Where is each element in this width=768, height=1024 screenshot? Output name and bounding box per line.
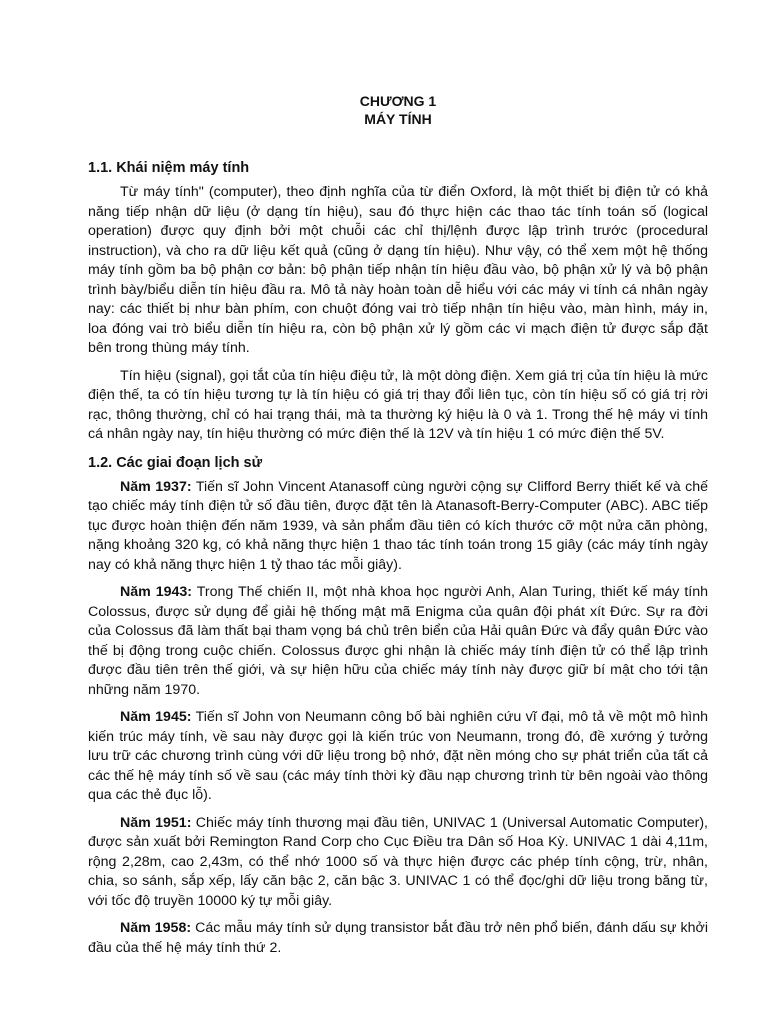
history-text-1937: Tiến sĩ John Vincent Atanasoff cùng người cộng sự Clifford Berry thiết kế và chế tạo chiếc máy tính điện tử số đầu tiên, được đặt tên là Atanasoft-Berry-Computer (ABC). ABC tiếp tục được hoàn thiện đến năm 1939, và sản phẩm đầu tiên có kích thước cỡ một nửa căn phòng, nặng khoảng 320 kg, có khả năng thực hiện 1 thao tác tính toán trong 15 giây (các máy tính ngày nay có khả năng thực hiện 1 tỷ thao tác mỗi giây). xyxy=(88,478,708,573)
history-text-1958: Các mẫu máy tính sử dụng transistor bắt đầu trở nên phổ biến, đánh dấu sự khởi đầu của thế hệ máy tính thứ 2. xyxy=(88,920,708,956)
history-year-1945: Năm 1945: xyxy=(120,709,192,725)
history-entry-1937 xyxy=(88,478,708,576)
paragraph-computer-definition: Từ máy tính" (computer), theo định nghĩa của từ điển Oxford, là một thiết bị điện tử có khả năng tiếp nhận dữ liệu (ở dạng tín hiệu), sau đó thực hiện các thao tác tính toán số (logical operation) được quy định bởi một chuỗi các chỉ thị/lệnh được lập trình trước (procedural instruction), và cho ra dữ liệu kết quả (cũng ở dạng tín hiệu). Như vậy, có thể xem một hệ thống máy tính gồm ba bộ phận cơ bản: bộ phận tiếp nhận tín hiệu đầu vào, bộ phận xử lý và bộ phận trình bày/biểu diễn tín hiệu đầu ra. Mô tả này hoàn toàn dễ hiểu với các máy vi tính cá nhân ngày nay: các thiết bị như bàn phím, con chuột đóng vai trò tiếp nhận tín hiệu vào, màn hình, máy in, loa đóng vai trò biểu diễn tín hiệu ra, còn bộ phận xử lý gồm các vi mạch điện tử được sắp đặt bên trong thùng máy tính. xyxy=(88,184,708,356)
paragraph-signal-definition: Tín hiệu (signal), gọi tắt của tín hiệu điệu tử, là một dòng điện. Xem giá trị của tín hiệu là mức điện thế, ta có tín hiệu tương tự là tín hiệu có giá trị thay đổi liên tục, còn tín hiệu số có giá trị rời rạc, thông thường, chỉ có hai trạng thái, mà ta thường ký hiệu là 0 và 1. Trong thế hệ máy vi tính cá nhân ngày nay, tín hiệu thường có mức điện thế là 12V và tín hiệu 1 có mức điện thế 5V. xyxy=(88,367,708,442)
history-entry-1951 xyxy=(88,814,708,912)
history-year-1943: Năm 1943: xyxy=(120,584,193,600)
history-text-1951: Chiếc máy tính thương mại đầu tiên, UNIVAC 1 (Universal Automatic Computer), được sản xuất bởi Remington Rand Corp cho Cục Điều tra Dân số Hoa Kỳ. UNIVAC 1 dài 4,11m, rộng 2,28m, cao 2,43m, có thể nhớ 1000 số và thực hiện được các phép tính cộng, trừ, nhân, chia, so sánh, sắp xếp, lấy căn bậc 2, căn bậc 3. UNIVAC 1 có thể đọc/ghi dữ liệu trong băng từ, với tốc độ truyền 10000 ký tự mỗi giây. xyxy=(88,814,709,909)
history-year-1937: Năm 1937: xyxy=(120,478,192,495)
history-entry-1943 xyxy=(88,583,708,700)
history-entry-1945 xyxy=(88,708,708,806)
history-text-1945: Tiến sĩ John von Neumann công bố bài nghiên cứu vĩ đại, mô tả về một mô hình kiến trúc máy tính, về sau này được gọi là kiến trúc von Neumann, trong đó, đề xướng ý tưởng lưu trữ các chương trình cùng với dữ liệu trong bộ nhớ, đặt nền móng cho sự phát triển của tất cả các thế hệ máy tính số về sau (các máy tính thời kỳ đầu nạp chương trình từ bên ngoài vào thông qua các thẻ đục lỗ). xyxy=(88,709,708,803)
history-year-1958: Năm 1958: xyxy=(120,920,192,936)
history-entry-1958 xyxy=(88,919,708,958)
chapter-heading xyxy=(88,92,708,128)
chapter-title: MÁY TÍNH xyxy=(364,111,432,127)
section-heading-1-1: 1.1. Khái niệm máy tính xyxy=(88,160,250,176)
document-page xyxy=(88,92,708,966)
history-text-1943: Trong Thế chiến II, một nhà khoa học người Anh, Alan Turing, thiết kế máy tính Colossus, được sử dụng để giải hệ thống mật mã Enigma của quân đội phát xít Đức. Sự ra đời của Colossus đã làm thất bại tham vọng bá chủ trên biển của Hải quân Đức và đẩy quân Đức vào thế bị động trong cuộc chiến. Colossus được ghi nhận là chiếc máy tính điện tử có thể lập trình được đầu tiên trên thế giới, và sự hiện hữu của chiếc máy tính này được giữ bí mật cho tới tận những năm 1970. xyxy=(88,584,708,698)
section-heading-1-2: 1.2. Các giai đoạn lịch sử xyxy=(88,454,263,471)
chapter-number: CHƯƠNG 1 xyxy=(359,93,437,109)
history-year-1951: Năm 1951: xyxy=(120,814,192,831)
